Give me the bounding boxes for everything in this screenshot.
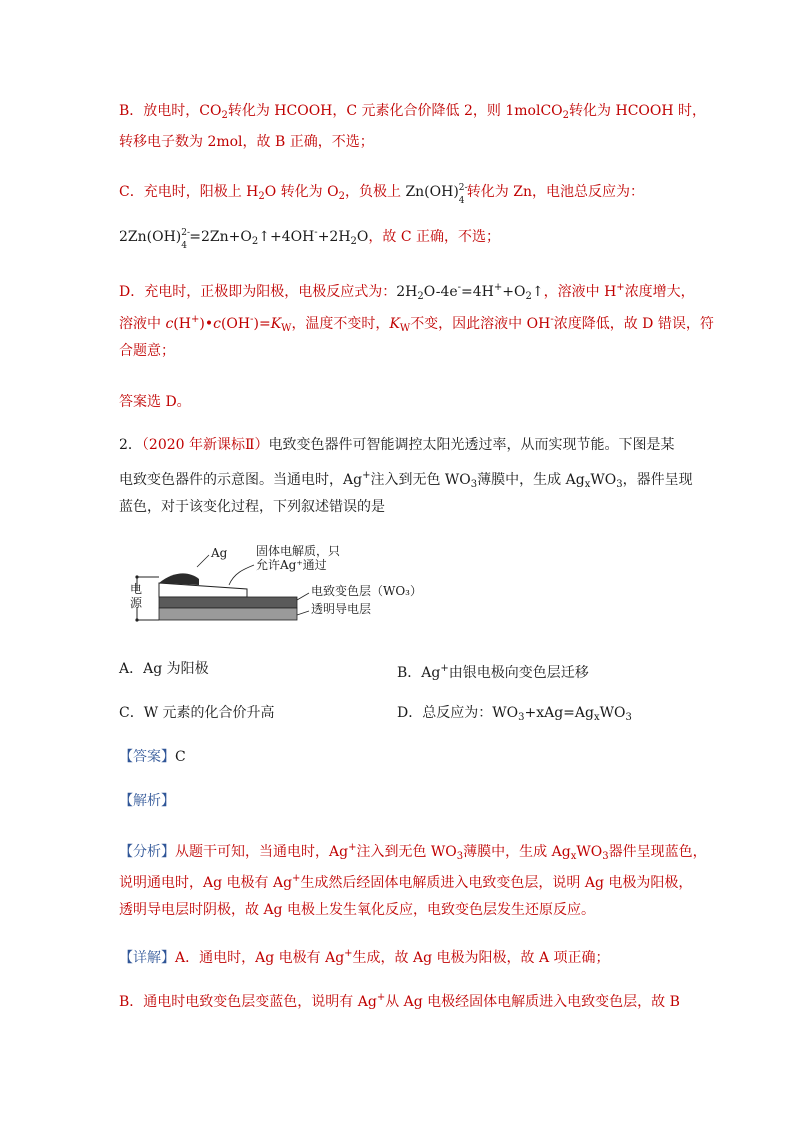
detail-line1: 【详解】A．通电时，Ag 电极有 Ag+生成，故 Ag 电极为阳极，故 A 项正确； (119, 948, 610, 966)
answer-line: 【答案】C (119, 749, 186, 765)
detail-line2: B．通电时电致变色层变蓝色，说明有 Ag+从 Ag 电极经固体电解质进入电致变色层，故 B (119, 992, 680, 1010)
analysis-line3: 透明导电层时阴极，故 Ag 电极上发生氧化反应，电致变色层发生还原反应。 (119, 902, 595, 918)
solid-electrolyte (159, 583, 247, 597)
ag-label: Ag (211, 546, 228, 560)
ag-electrode (159, 573, 199, 585)
electrochromic-device-diagram (119, 535, 429, 635)
power-label-1: 电 (130, 582, 143, 596)
question-2-line2: 电致变色器件的示意图。当通电时，Ag+注入到无色 $WO_3$薄膜中，生成 $Ag_xWO_3$，器件呈现 (119, 470, 693, 490)
conductive-layer-label: 透明导电层 (311, 602, 372, 616)
power-label-2: 源 (130, 596, 143, 610)
explain-b-line1: B．放电时，$CO_2$转化为 HCOOH，C 元素化合价降低 2，则 1molCO$_2$转化为 HCOOH 时， (119, 103, 707, 121)
explain-d-line2: 溶液中 $c(H^+)•c(OH^-)=K_W$，温度不变时，$K_W$不变，因此溶液中 OH-浓度降低，故 D 错误，符 (119, 314, 714, 334)
explain-b-line2: 转移电子数为 2mol，故 B 正确，不选； (119, 134, 374, 150)
analysis-heading: 【解析】 (119, 793, 175, 809)
analysis-line2: 说明通电时，Ag 电极有 Ag+生成然后经固体电解质进入电致变色层，说明 Ag 电极为阳极， (119, 873, 693, 891)
choice-d[interactable]: D．总反应为：$WO_3+xAg=Ag_xWO_3$ (397, 705, 632, 723)
analysis-line1: 【分析】从题干可知，当通电时，Ag+注入到无色 $WO_3$薄膜中，生成 $Ag_xWO_3$器件呈现蓝色， (119, 842, 707, 862)
explain-d-line1: D．充电时，正极即为阳极，电极反应式为：$2H_2O-4e^-=4H^++O_2↑$，溶液中 H+浓度增大， (119, 282, 695, 302)
choice-b[interactable]: B．Ag+由银电极向变色层迁移 (397, 663, 589, 681)
choice-a[interactable]: A．Ag 为阳极 (119, 661, 209, 677)
explain-d-line3: 合题意； (119, 343, 175, 359)
answer-choice-line: 答案选 D。 (119, 394, 191, 410)
electrolyte-label-1: 固体电解质，只 (256, 544, 341, 558)
question-2-line3: 蓝色，对于该变化过程，下列叙述错误的是 (119, 499, 385, 515)
transparent-conductive-layer (159, 608, 297, 620)
question-2-line1: 2．（2020 年新课标Ⅱ）电致变色器件可智能调控太阳光透过率，从而实现节能。下图是某 (119, 437, 675, 453)
electrochromic-layer-label: 电致变色层（WO₃） (311, 584, 422, 598)
electrolyte-label-2: 允许Ag⁺通过 (256, 558, 327, 572)
choice-c[interactable]: C．W 元素的化合价升高 (119, 705, 275, 721)
explain-c-equation: 2Zn(OH) 2- 4 $=2Zn+O_2↑+4OH^-+2H_2O$，故 C 正确，不选； (119, 227, 501, 251)
electrochromic-layer (159, 597, 297, 608)
explain-c-line1: C．充电时，阳极上 $H_2O$ 转化为 $O_2$，负极上 Zn(OH) 2- 4 转化为 Zn，电池总反应为： (119, 183, 644, 206)
